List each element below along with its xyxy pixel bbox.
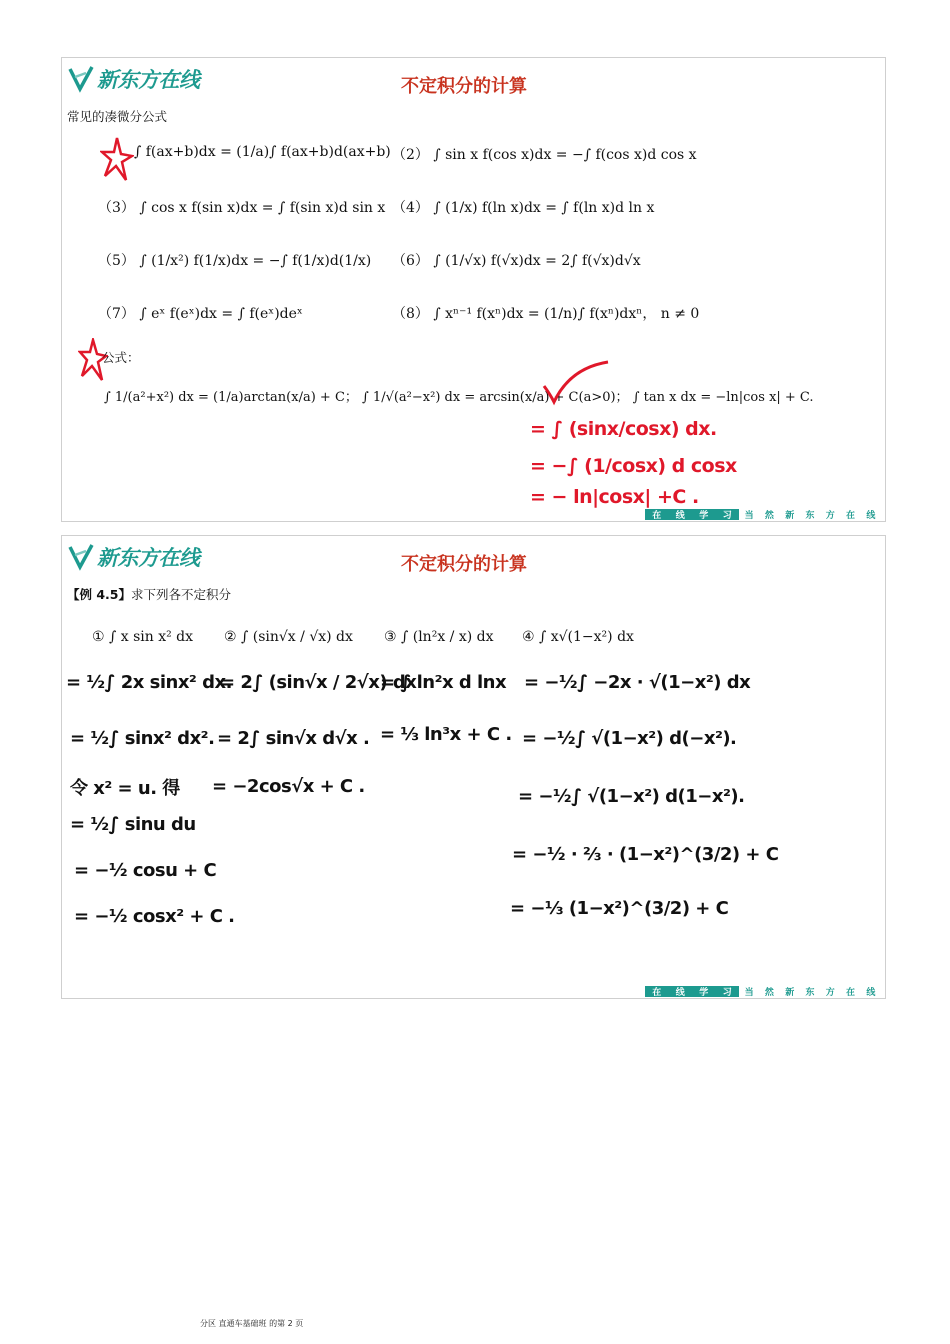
solution-1-step-6: = −½ cosx² + C . (74, 906, 235, 927)
solution-2-step-3: = −2cos√x + C . (212, 776, 365, 797)
footer-bar (645, 986, 881, 997)
footer-right-char: 当 (744, 988, 754, 998)
solution-4-step-3: = −½∫ √(1−x²) d(1−x²). (518, 786, 745, 807)
problem-1: ① ∫ x sin x² dx (92, 629, 194, 645)
subtitle: 常见的凑微分公式 (67, 109, 168, 124)
slide-title: 不定积分的计算 (401, 76, 527, 97)
example-text: 求下列各不定积分 (131, 587, 232, 602)
solution-4-step-1: = −½∫ −2x · √(1−x²) dx (524, 672, 751, 693)
footer-left (645, 986, 739, 997)
formula-2: （2） ∫ sin x f(cos x)dx = −∫ f(cos x)d cos x (392, 147, 697, 163)
solution-4-step-2: = −½∫ √(1−x²) d(−x²). (522, 728, 737, 749)
handwritten-step-1: = ∫ (sinx/cosx) dx. (530, 418, 717, 440)
footer-right (739, 509, 881, 520)
brand-logo (68, 62, 200, 96)
brand-logo (68, 540, 200, 574)
formula-7: （7） ∫ eˣ f(eˣ)dx = ∫ f(eˣ)deˣ (98, 306, 303, 322)
formula-4: （4） ∫ (1/x) f(ln x)dx = ∫ f(ln x)d ln x (392, 200, 655, 216)
solution-4-step-4: = −½ · ⅔ · (1−x²)^(3/2) + C (512, 844, 779, 865)
slide-1 (61, 57, 886, 522)
handwritten-step-2: = −∫ (1/cosx) d cosx (530, 455, 737, 477)
footer-left-char: 线 (675, 511, 685, 521)
solution-1-step-2: = ½∫ sinx² dx². (70, 728, 215, 749)
formula-6: （6） ∫ (1/√x) f(√x)dx = 2∫ f(√x)d√x (392, 253, 641, 269)
slide-title: 不定积分的计算 (401, 554, 527, 575)
solution-1-step-4: = ½∫ sinu du (70, 814, 196, 835)
formula-3: （3） ∫ cos x f(sin x)dx = ∫ f(sin x)d sin x (98, 200, 386, 216)
solution-2-step-2: = 2∫ sin√x d√x . (217, 728, 370, 749)
footer-right-char: 线 (866, 511, 876, 521)
footer-left-char: 在 (652, 511, 662, 521)
footer-right-char: 在 (846, 511, 856, 521)
footer-right-char: 东 (805, 511, 815, 521)
footer-left-char: 线 (675, 988, 685, 998)
formula-line: ∫ 1/(a²+x²) dx = (1/a)arctan(x/a) + C； ∫ 1/√(a²−x²) dx = arcsin(x/a) + C(a>0)； ∫ tan x dx = −ln|cos x| + C. (104, 390, 814, 405)
solution-2-step-1: = 2∫ (sin√x / 2√x) dx (220, 672, 417, 693)
solution-1-step-1: = ½∫ 2x sinx² dx. (66, 672, 232, 693)
footer-left-char: 习 (722, 511, 732, 521)
formula-5: （5） ∫ (1/x²) f(1/x)dx = −∫ f(1/x)d(1/x) (98, 253, 372, 269)
handwritten-step-3: = − ln|cosx| +C . (530, 486, 699, 508)
red-check-mark-icon (540, 358, 612, 406)
footer-right-char: 在 (846, 988, 856, 998)
footer-right-char: 然 (764, 511, 774, 521)
example-label: 【例 4.5】 (67, 587, 131, 602)
solution-1-step-5: = −½ cosu + C (74, 860, 217, 881)
footer-right-char: 然 (764, 988, 774, 998)
page-footer: 分区 直通车基础班 的第 2 页 (200, 1319, 304, 1328)
footer-right-char: 东 (805, 988, 815, 998)
footer-right-char: 新 (785, 511, 795, 521)
brand-logo-icon (68, 543, 94, 571)
problem-4: ④ ∫ x√(1−x²) dx (522, 629, 634, 645)
solution-1-step-3: 令 x² = u. 得 (70, 778, 180, 799)
solution-3-step-2: = ⅓ ln³x + C . (380, 724, 512, 745)
slide-2 (61, 535, 886, 999)
footer-right-char: 方 (825, 988, 835, 998)
footer-right-char: 新 (785, 988, 795, 998)
brand-logo-text: 新东方在线 (97, 546, 200, 570)
formula-8: （8） ∫ xⁿ⁻¹ f(xⁿ)dx = (1/n)∫ f(xⁿ)dxⁿ， n ≠ 0 (392, 306, 700, 322)
footer-left-char: 学 (699, 988, 709, 998)
footer-left (645, 509, 739, 520)
solution-4-step-5: = −⅓ (1−x²)^(3/2) + C (510, 898, 729, 919)
footer-left-char: 习 (722, 988, 732, 998)
solution-3-step-1: = ∫ ln²x d lnx (380, 672, 507, 693)
formula-label: 公式： (102, 350, 140, 365)
example-heading (67, 585, 231, 603)
brand-logo-text: 新东方在线 (97, 68, 200, 92)
problem-2: ② ∫ (sin√x / √x) dx (224, 629, 353, 645)
footer-right-char: 当 (744, 511, 754, 521)
footer-right-char: 方 (825, 511, 835, 521)
footer-left-char: 学 (699, 511, 709, 521)
footer-right (739, 986, 881, 997)
footer-bar (645, 509, 881, 520)
footer-right-char: 线 (866, 988, 876, 998)
footer-left-char: 在 (652, 988, 662, 998)
problem-3: ③ ∫ (ln²x / x) dx (384, 629, 494, 645)
formula-1: ∫ f(ax+b)dx = (1/a)∫ f(ax+b)d(ax+b) (134, 144, 391, 160)
brand-logo-icon (68, 65, 94, 93)
red-star-mark-icon (100, 136, 134, 182)
